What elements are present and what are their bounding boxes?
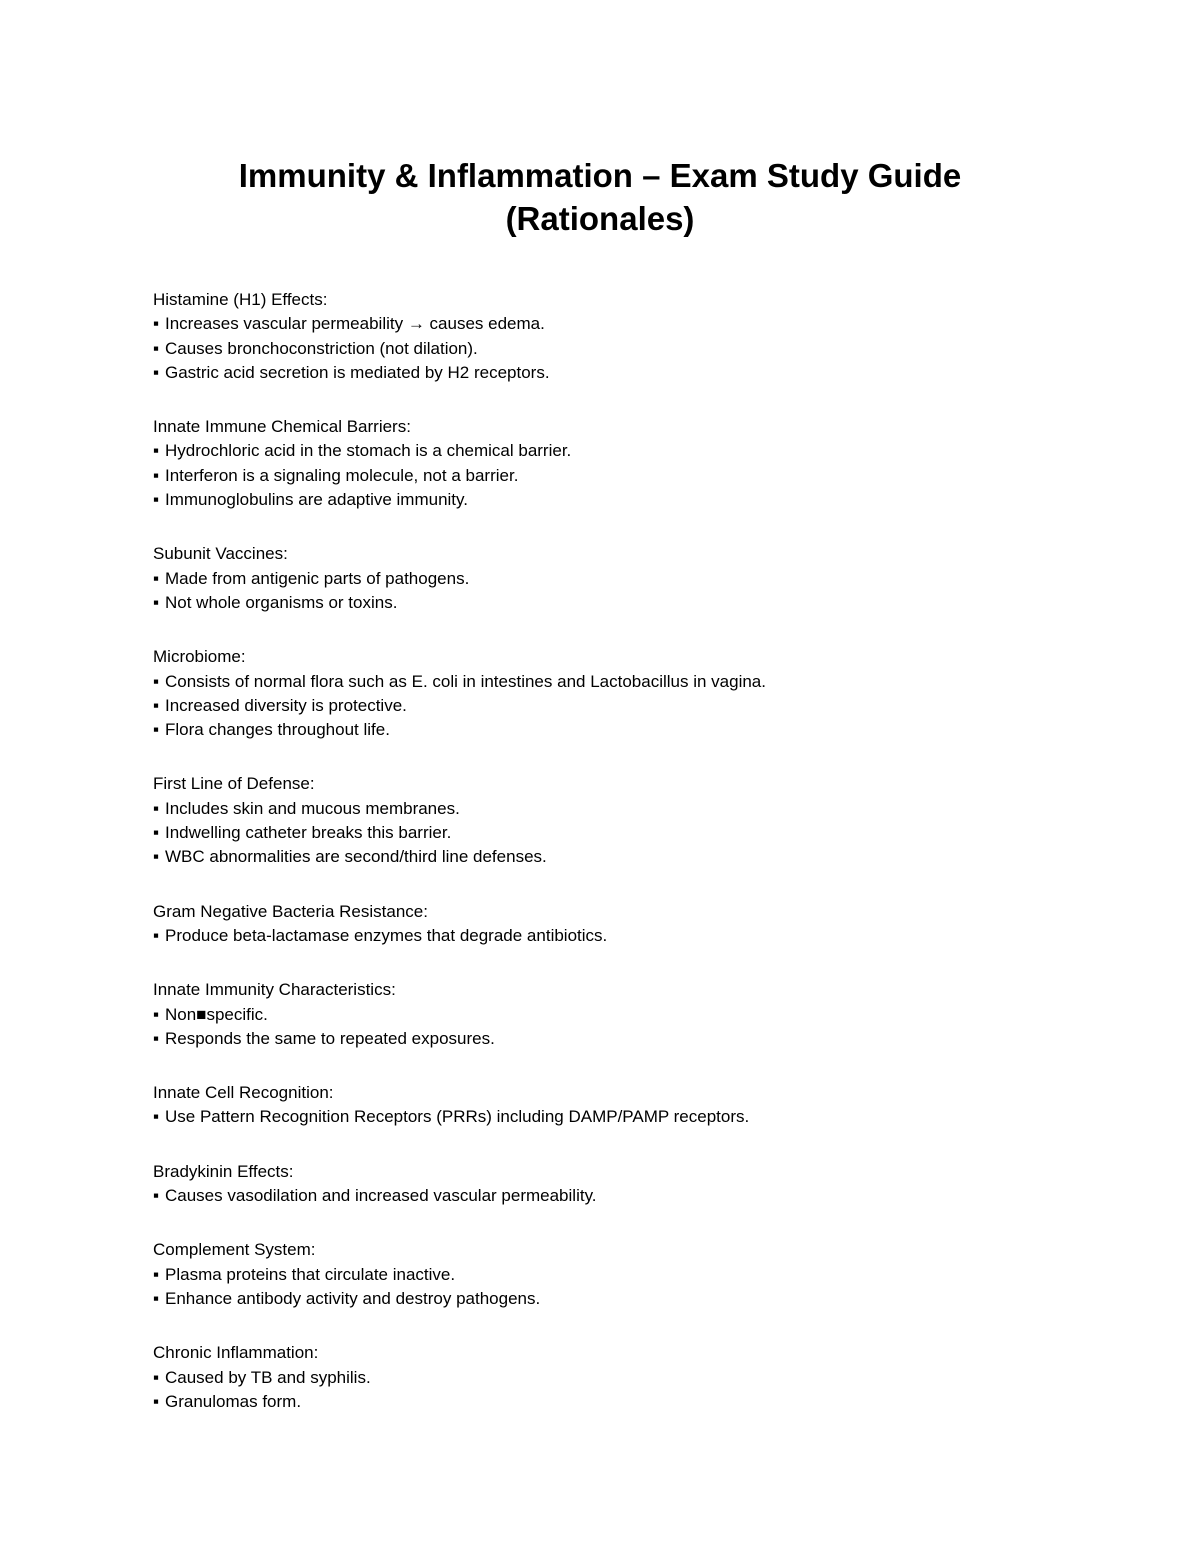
bullet-text: Immunoglobulins are adaptive immunity. xyxy=(165,490,468,510)
bullet-text: Hydrochloric acid in the stomach is a chemical barrier. xyxy=(165,441,572,461)
section-heading: Histamine (H1) Effects: xyxy=(153,290,328,309)
bullet-icon: ▪ xyxy=(153,720,160,740)
bullet-text: Made from antigenic parts of pathogens. xyxy=(165,568,470,588)
bullet-item xyxy=(153,1287,1113,1311)
bullet-icon: ▪ xyxy=(153,925,160,945)
bullet-text: Increased diversity is protective. xyxy=(165,695,407,715)
bullet-icon: ▪ xyxy=(153,465,160,485)
bullet-text: Plasma proteins that circulate inactive. xyxy=(165,1264,456,1284)
bullet-text: Responds the same to repeated exposures. xyxy=(165,1028,495,1048)
bullet-text: Granulomas form. xyxy=(165,1391,302,1411)
bullet-item xyxy=(153,924,1113,948)
section-heading: First Line of Defense: xyxy=(153,774,315,794)
bullet-icon: ▪ xyxy=(153,1186,160,1206)
bullet-text: WBC abnormalities are second/third line defenses. xyxy=(165,847,547,867)
bullet-icon: ▪ xyxy=(153,695,160,715)
study-section xyxy=(153,1160,1113,1209)
study-section xyxy=(153,1341,1113,1414)
bullet-text: Produce beta-lactamase enzymes that degrade antibiotics. xyxy=(165,925,608,945)
bullet-icon: ▪ xyxy=(153,847,160,867)
bullet-item xyxy=(153,1027,1113,1051)
bullet-icon: ▪ xyxy=(153,1288,160,1308)
section-heading: Microbiome: xyxy=(153,647,246,667)
section-heading: Bradykinin Effects: xyxy=(153,1161,294,1181)
bullet-item xyxy=(153,1390,1113,1414)
bullet-item xyxy=(153,337,1113,361)
bullet-icon: ▪ xyxy=(153,823,160,843)
bullet-icon: ▪ xyxy=(153,592,160,612)
section-heading: Innate Immunity Characteristics: xyxy=(153,980,396,1000)
bullet-item xyxy=(153,1184,1113,1208)
bullet-item xyxy=(153,439,1113,463)
bullet-icon: ▪ xyxy=(153,1391,160,1411)
bullet-text: Indwelling catheter breaks this barrier. xyxy=(165,823,452,843)
study-section xyxy=(153,1238,1113,1311)
bullet-item xyxy=(153,1366,1113,1390)
bullet-item xyxy=(153,845,1113,869)
study-section xyxy=(153,772,1113,869)
bullet-icon: ▪ xyxy=(153,362,160,382)
bullet-icon: ▪ xyxy=(153,314,160,334)
bullet-text: Increases vascular permeability → causes edema. xyxy=(165,314,545,334)
bullet-text: Gastric acid secretion is mediated by H2 receptors. xyxy=(165,362,550,382)
study-section xyxy=(153,288,1113,385)
bullet-text: Caused by TB and syphilis. xyxy=(165,1367,371,1387)
bullet-item xyxy=(153,1105,1113,1129)
study-section xyxy=(153,900,1113,949)
bullet-item xyxy=(153,718,1113,742)
bullet-icon: ▪ xyxy=(153,490,160,510)
bullet-icon: ▪ xyxy=(153,568,160,588)
bullet-item xyxy=(153,591,1113,615)
study-section xyxy=(153,415,1113,512)
bullet-item xyxy=(153,488,1113,512)
bullet-text: Not whole organisms or toxins. xyxy=(165,592,398,612)
bullet-item xyxy=(153,821,1113,845)
study-section xyxy=(153,1081,1113,1130)
page-title xyxy=(0,154,1200,240)
bullet-item xyxy=(153,797,1113,821)
bullet-item xyxy=(153,694,1113,718)
page-title-line-2: (Rationales) xyxy=(505,200,695,237)
bullet-item xyxy=(153,1003,1113,1027)
bullet-text: Non■specific. xyxy=(165,1004,268,1024)
bullet-icon: ▪ xyxy=(153,798,160,818)
bullet-text: Interferon is a signaling molecule, not a barrier. xyxy=(165,465,519,485)
bullet-icon: ▪ xyxy=(153,671,160,691)
bullet-item xyxy=(153,567,1113,591)
bullet-icon: ▪ xyxy=(153,1107,160,1127)
study-section xyxy=(153,542,1113,615)
bullet-text: Causes bronchoconstriction (not dilation). xyxy=(165,338,478,358)
document-body xyxy=(153,288,1113,1444)
bullet-icon: ▪ xyxy=(153,1004,160,1024)
study-section xyxy=(153,645,1113,742)
bullet-text: Flora changes throughout life. xyxy=(165,720,390,740)
bullet-icon: ▪ xyxy=(153,441,160,461)
bullet-item xyxy=(153,670,1113,694)
bullet-item xyxy=(153,312,1113,336)
section-heading: Gram Negative Bacteria Resistance: xyxy=(153,901,428,921)
section-heading: Subunit Vaccines: xyxy=(153,544,288,564)
bullet-text: Causes vasodilation and increased vascular permeability. xyxy=(165,1186,597,1206)
bullet-item xyxy=(153,361,1113,385)
bullet-text: Enhance antibody activity and destroy pathogens. xyxy=(165,1288,541,1308)
bullet-text: Includes skin and mucous membranes. xyxy=(165,798,460,818)
section-heading: Innate Immune Chemical Barriers: xyxy=(153,417,411,437)
bullet-icon: ▪ xyxy=(153,1028,160,1048)
bullet-icon: ▪ xyxy=(153,1367,160,1387)
section-heading: Chronic Inflammation: xyxy=(153,1343,319,1363)
bullet-icon: ▪ xyxy=(153,338,160,358)
section-heading: Innate Cell Recognition: xyxy=(153,1083,334,1103)
page-title-line-1: Immunity & Inflammation – Exam Study Guide xyxy=(238,157,962,194)
bullet-icon: ▪ xyxy=(153,1264,160,1284)
study-section xyxy=(153,978,1113,1051)
section-heading: Complement System: xyxy=(153,1240,316,1260)
bullet-item xyxy=(153,1263,1113,1287)
bullet-item xyxy=(153,464,1113,488)
bullet-text: Consists of normal flora such as E. coli in intestines and Lactobacillus in vagina. xyxy=(165,671,766,691)
bullet-text: Use Pattern Recognition Receptors (PRRs) including DAMP/PAMP receptors. xyxy=(165,1107,750,1127)
